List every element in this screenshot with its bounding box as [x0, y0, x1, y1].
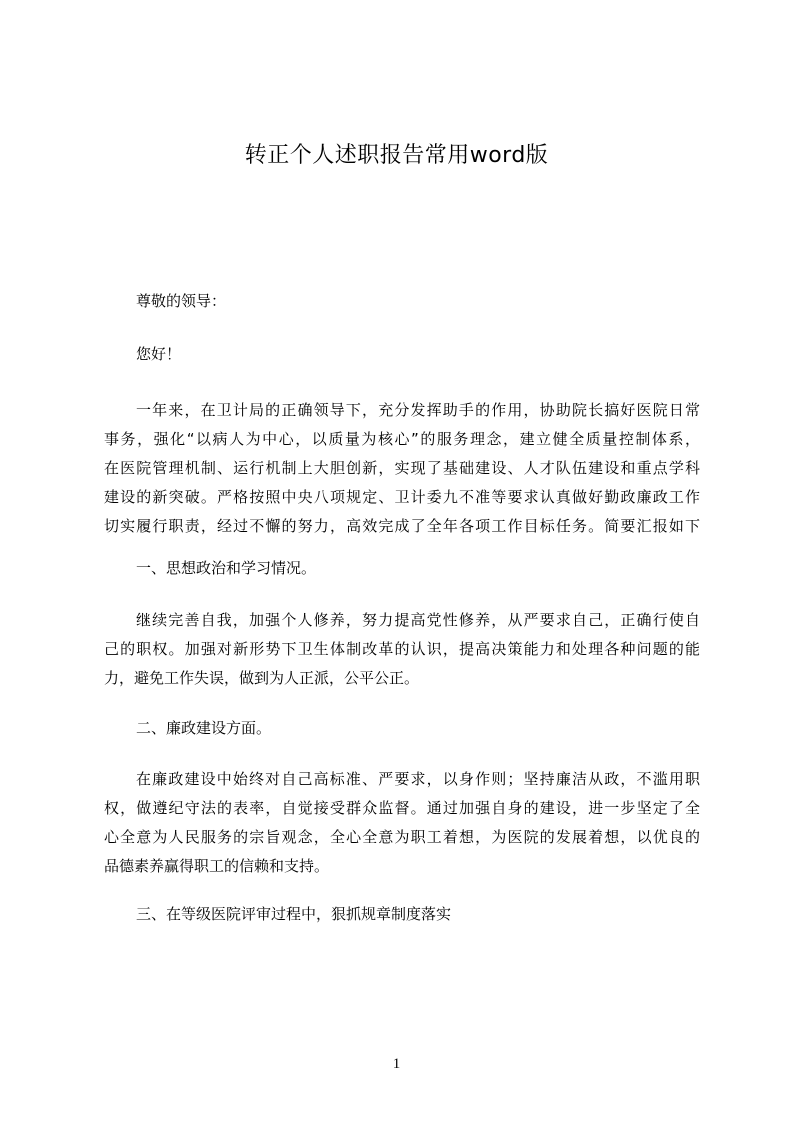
page-number: 1 [392, 1056, 401, 1072]
paragraph-line: 力，避免工作失误，做到为人正派，公平公正。 [104, 669, 420, 687]
paragraph-line: 己的职权。加强对新形势下卫生体制改革的认识，提高决策能力和处理各种问题的能 [104, 640, 700, 658]
paragraph-line: 继续完善自我，加强个人修养，努力提高党性修养，从严要求自己，正确行使自 [136, 611, 700, 629]
paragraph-line: 一年来，在卫计局的正确领导下，充分发挥助手的作用，协助院长搞好医院日常 [136, 401, 700, 419]
document-title: 转正个人述职报告常用word版 [244, 143, 549, 168]
paragraph-politics [104, 606, 700, 693]
paragraph-line: 心全意为人民服务的宗旨观念，全心全意为职工着想，为医院的发展着想，以优良的 [104, 828, 700, 846]
greeting-text: 您好！ [136, 345, 182, 363]
paragraph-line: 事务，强化“以病人为中心，以质量为核心”的服务理念，建立健全质量控制体系， [104, 430, 700, 448]
salutation-text: 尊敬的领导： [136, 292, 227, 310]
paragraph-line: 在廉政建设中始终对自己高标准、严要求，以身作则；坚持廉洁从政，不滥用职 [136, 770, 700, 788]
paragraph-line: 建设的新突破。严格按照中央八项规定、卫计委九不准等要求认真做好勤政廉政工作 [104, 488, 700, 506]
section-heading-text: 三、在等级医院评审过程中，狠抓规章制度落实 [136, 905, 452, 923]
salutation [104, 287, 732, 316]
section-heading-3 [104, 900, 732, 929]
section-heading-text: 二、廉政建设方面。 [136, 719, 272, 737]
paragraph-intro [104, 396, 700, 541]
section-heading-2 [104, 714, 732, 743]
section-heading-text: 一、思想政治和学习情况。 [136, 559, 317, 577]
paragraph-line: 切实履行职责，经过不懈的努力，高效完成了全年各项工作目标任务。简要汇报如下 [104, 517, 700, 535]
paragraph-line: 权，做遵纪守法的表率，自觉接受群众监督。通过加强自身的建设，进一步坚定了全 [104, 799, 700, 817]
paragraph-line: 在医院管理机制、运行机制上大胆创新，实现了基础建设、人才队伍建设和重点学科 [104, 459, 700, 477]
section-heading-1 [104, 554, 732, 583]
greeting [104, 340, 732, 369]
paragraph-line: 品德素养赢得职工的信赖和支持。 [104, 857, 330, 875]
paragraph-integrity [104, 765, 700, 881]
